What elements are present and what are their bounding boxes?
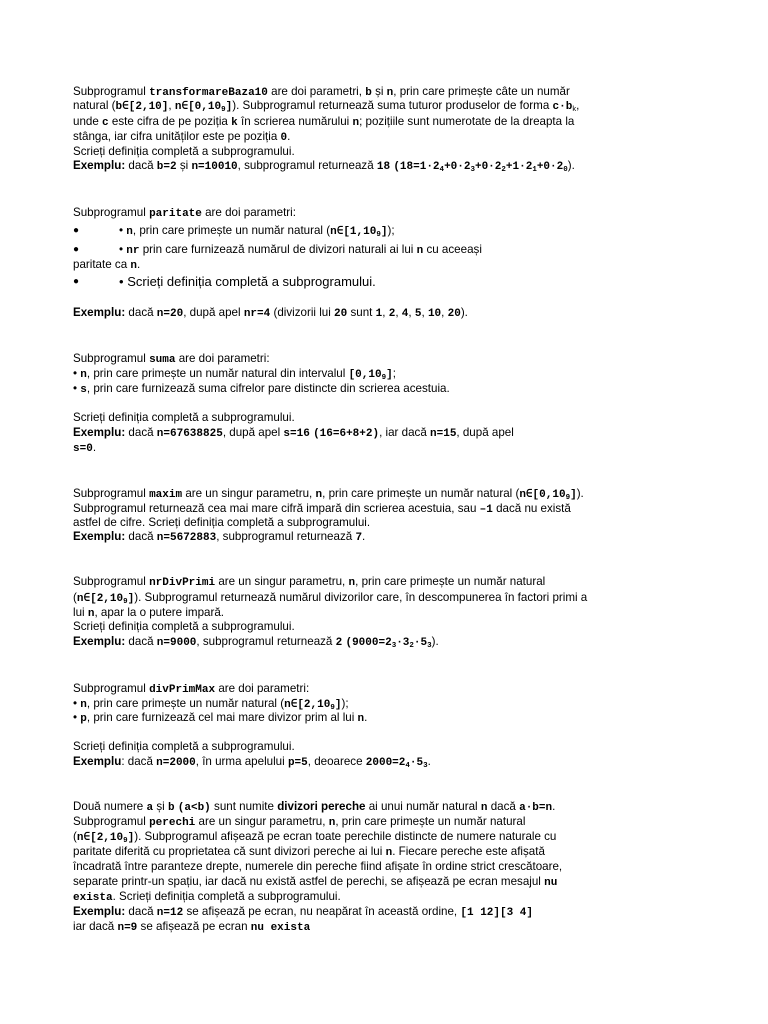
code: n∈ [284,699,298,711]
p7-line7 [73,890,341,905]
text: , [441,306,445,319]
code: (9000=2 [345,637,392,649]
code: 5 [414,308,422,320]
example-label: Exemplu: [73,159,126,172]
p5-scrieti [73,620,295,634]
text: , iar dacă [379,426,427,439]
code: [2,10 [90,832,124,844]
exponent: 3 [427,642,432,650]
code: n=12 [156,907,184,919]
function-name: perechi [149,817,196,829]
text: . [362,530,366,543]
text: Subprogramul [73,487,146,500]
text: dacă [128,635,154,648]
code: [1 12][3 4] [460,907,534,919]
bullet-icon: ● [73,244,80,255]
code: 20 [334,308,348,320]
code: n∈ [519,489,533,501]
p3-example-cont [73,441,96,456]
p2-example [73,306,468,321]
text: ). Subprogramul returnează numărul divizorilor care, în descompunerea în factori primi a [134,591,588,604]
code: n=2000 [156,757,196,769]
code: +0·2 [474,161,502,173]
text: dacă [128,905,154,918]
text: Subprogramul [73,575,146,588]
exponent: 9 [123,837,128,845]
code: +0·2 [444,161,471,173]
text: paritate ca [73,258,128,271]
code: b=2 [156,161,177,173]
text: . Scrieți definiția completă a subprogramului. [112,890,341,903]
code: (18=1·2 [393,161,440,173]
code: b [365,87,372,99]
text: ). [567,159,575,172]
code: 10 [427,308,442,320]
function-name: maxim [149,489,183,501]
text: se afișează pe ecran, nu neapărat în această ordine, [186,905,458,918]
code: a·b=n [519,802,553,814]
function-name: divPrimMax [149,684,216,696]
code: ] [570,489,577,501]
exponent: 2 [501,166,506,174]
text: dacă [128,159,154,172]
code: nr [126,245,140,257]
code: –1 [479,504,493,516]
text: , prin care furnizează suma cifrelor pare distincte din scrierea acestuia. [86,382,450,395]
code: exista [73,892,113,904]
code: ·3 [396,637,410,649]
code: c [102,117,109,129]
text: , prin care primește un număr natural din intervalul [86,367,346,380]
text: , după apel [183,306,241,319]
text: ). [431,635,439,648]
bullet-dot: • [73,697,78,710]
text: , subprogramul returnează [196,635,333,648]
text: paritate diferită cu proprietatea că sunt divizori pereche ai lui [73,845,383,858]
text: iar dacă [73,920,115,933]
code: n=15 [430,428,457,440]
text: , prin care primește câte un număr [393,85,570,98]
p7-line1 [73,800,555,815]
example-label: Exemplu [73,755,122,768]
p7-line2 [73,815,525,830]
code: nu [544,877,558,889]
text: . [552,800,556,813]
code: n [480,802,488,814]
p6-line1 [73,682,309,697]
code: ] [127,832,135,844]
text: Scrieți definiția completă a subprogramului. [73,145,295,158]
code: a [146,802,154,814]
code: n [386,87,394,99]
text: ( [73,591,77,604]
exponent: 3 [391,642,397,650]
code: n [315,489,323,501]
text: Două numere [73,800,144,813]
p1-example [73,159,575,177]
text: Scrieți definiția completă a subprogramului. [127,274,376,289]
text: dacă [128,426,154,439]
code: n∈ [174,101,189,113]
p3-example [73,426,514,441]
text: , subprogramul returnează [216,530,353,543]
code: s=16 [283,428,310,440]
code: (a<b) [177,802,211,814]
p6-bullet2 [73,711,367,726]
p2-line-paritate [73,258,140,273]
text: încadrată între paranteze drepte, numerele din pereche fiind afișate în ordine strict crescătoare, [73,860,563,873]
bullet-dot: • [119,274,124,289]
exponent: 1 [532,166,537,174]
code: 0 [280,132,288,144]
code: k [231,117,238,129]
code: 2 [388,308,396,320]
code: [2,10 [297,699,331,711]
text: dacă [490,800,516,813]
text: , [421,306,425,319]
code: n=20 [156,308,184,320]
code: [2,10 [90,593,124,605]
exponent: 3 [470,166,475,174]
text: dacă [128,306,154,319]
text: în scrierea numărului [240,115,350,128]
text: , [576,99,580,112]
text: , după apel [456,426,514,439]
bullet-dot: • [73,382,78,395]
text: Subprogramul [73,206,146,219]
code: n∈ [76,832,91,844]
p1-line1 [73,85,570,100]
code: +1·2 [505,161,533,173]
text: , [382,306,386,319]
text: : dacă [121,755,153,768]
code: ] [380,226,388,238]
text: are doi parametri: [218,682,310,695]
code: n=9000 [156,637,197,649]
text: separate printr-un spațiu, iar dacă nu există astfel de perechi, se afișează pe ecran mesajul [73,875,541,888]
code: nu exista [250,922,311,934]
text: ). Subprogramul returnează suma tuturor produselor de forma [232,99,550,112]
p6-scrieti [73,740,295,754]
exponent: 9 [381,374,387,382]
bullet-dot: • [119,224,124,237]
text: , [168,99,172,112]
text: Subprogramul returnează cea mai mare cifră impară din scrierea acestuia, sau [73,502,477,515]
p1-line4 [73,130,290,145]
text: și [375,85,384,98]
code: n [352,117,360,129]
code: p=5 [287,757,308,769]
code: n∈ [330,226,344,238]
function-name: transformareBaza10 [149,87,268,99]
code: n [130,260,137,272]
code: s=0 [73,443,93,455]
example-label: Exemplu: [73,905,126,918]
p4-line3 [73,516,370,530]
code: n [87,608,95,620]
text: . Fiecare pereche este afișată [392,845,545,858]
text: (divizorii lui [273,306,331,319]
text: , subprogramul returnează [237,159,374,172]
text: prin care furnizează numărul de divizori naturali ai lui [142,243,414,256]
code: ] [225,101,233,113]
code: +0·2 [536,161,564,173]
text: ); [387,224,395,237]
exponent: 9 [221,106,226,114]
code: ] [386,369,393,381]
code: n=5672883 [156,532,217,544]
code: ] [334,699,342,711]
text: , prin care primește un număr natural ( [86,697,285,710]
exponent: 4 [405,762,410,770]
text: are un singur parametru, [185,487,313,500]
text: ). [576,487,584,500]
bullet-icon: ● [73,276,80,287]
code: n [328,817,336,829]
function-name: nrDivPrimi [149,577,216,589]
code: n=9 [117,922,138,934]
code: n [416,245,424,257]
text: dacă nu există [496,502,571,515]
p4-example [73,530,365,545]
text: , după apel [222,426,281,439]
text: , apar la o putere impară. [94,606,224,619]
text: . [364,711,368,724]
p3-bullet2 [73,382,450,397]
text: ). [460,306,468,319]
text: unde [73,115,99,128]
text: are doi parametri: [178,352,270,365]
code: [2,10] [128,101,169,113]
code: n∈ [76,593,91,605]
code: 2000=2 [365,757,406,769]
code: s [80,384,87,396]
code: [1,10 [343,226,377,238]
text: . [427,755,431,768]
text: Subprogramul [73,352,146,365]
exponent: 9 [376,231,381,239]
subscript: k [572,104,577,113]
exponent: 9 [565,494,571,502]
bullet-dot: • [119,243,124,256]
exponent: 0 [563,166,568,174]
code: n [126,226,133,238]
code: ] [127,593,135,605]
code: 7 [355,532,363,544]
code: 20 [447,308,461,320]
code: 2 [335,637,343,649]
example-label: Exemplu: [73,306,126,319]
text: Subprogramul [73,815,146,828]
text: Scrieți definiția completă a subprogramului. [73,620,295,633]
p5-example [73,635,439,653]
code: n [348,577,356,589]
bullet-icon: ● [73,225,80,236]
code: [0,10 [532,489,566,501]
p7-line5 [73,860,562,874]
p6-example [73,755,431,773]
text: , prin care primește un număr natural [335,815,526,828]
text: astfel de cifre. Scrieți definiția completă a subprogramului. [73,516,371,529]
text: sunt [350,306,373,319]
text: , deoarece [307,755,363,768]
text: are doi parametri: [205,206,296,219]
p3-scrieti [73,411,295,425]
code: 4 [401,308,409,320]
p5-line1 [73,575,545,590]
text: lui [73,606,85,619]
text: ; pozițiile sunt numerotate de la dreapta la [359,115,575,128]
text: , [395,306,399,319]
code: [0,10 [188,101,222,113]
text: ( [73,830,77,843]
exponent: 3 [423,762,428,770]
code: n=67638825 [156,428,223,440]
text: natural ( [73,99,116,112]
example-label: Exemplu: [73,426,126,439]
text: , prin care furnizează cel mai mare divizor prim al lui [86,711,355,724]
text: , prin care primește un număr natural ( [132,224,331,237]
term-divizori-pereche: divizori pereche [277,800,366,813]
text: , prin care primește un număr natural ( [322,487,520,500]
p3-line1 [73,352,270,367]
p2-line1 [73,206,296,221]
text: Scrieți definiția completă a subprogramului. [73,740,295,753]
bullet-dot: • [73,367,78,380]
text: are un singur parametru, [218,575,346,588]
text: cu aceeași [426,243,482,256]
code: 1 [375,308,383,320]
text: ai unui număr natural [368,800,478,813]
code: n [385,847,393,859]
code: nr=4 [243,308,271,320]
text: . [287,130,291,143]
text: , în urma apelului [195,755,285,768]
example-label: Exemplu: [73,530,126,543]
code: b [167,802,175,814]
code: b∈ [115,101,129,113]
p7-line6 [73,875,557,890]
text: ; [392,367,396,380]
text: are doi parametri, [271,85,362,98]
exponent: 4 [439,166,445,174]
text: ). Subprogramul afișează pe ecran toate perechile distincte de numere naturale cu [134,830,557,843]
p1-line3 [73,115,574,130]
code: n [80,369,87,381]
text: și [156,800,165,813]
function-name: paritate [149,208,202,220]
text: sunt numite [214,800,274,813]
text: . [92,441,97,454]
code: (16=6+8+2) [313,428,380,440]
text: dacă [128,530,154,543]
p1-line5 [73,145,295,159]
text: Subprogramul [73,85,146,98]
code: ·5 [409,757,424,769]
code: ·5 [413,637,428,649]
text: stânga, iar cifra unităților este pe poziția [73,130,278,143]
bullet-dot: • [73,711,78,724]
text: , prin care primește un număr natural [355,575,546,588]
code: 18 [376,161,391,173]
p5-line3 [73,606,224,621]
p7-example [73,905,533,920]
text: se afișează pe ecran [140,920,248,933]
example-label: Exemplu: [73,635,126,648]
text: și [179,159,189,172]
p7-example-cont [73,920,310,935]
code: c·b [552,101,573,113]
exponent: 9 [330,704,335,712]
text: este cifra de pe poziția [111,115,228,128]
text: . [136,258,141,271]
text: ); [341,697,349,710]
p7-line4 [73,845,545,860]
text: , [408,306,412,319]
code: p [80,713,87,725]
exponent: 2 [409,642,414,650]
exponent: 9 [123,598,128,606]
function-name: suma [149,354,176,366]
p4-line2 [73,502,571,517]
text: Subprogramul [73,682,146,695]
code: [0,10 [348,369,382,381]
text: are un singur parametru, [198,815,326,828]
code: n [80,699,87,711]
text: Scrieți definiția completă a subprogramului. [73,411,295,424]
code: n=10010 [191,161,238,173]
code: n [357,713,365,725]
